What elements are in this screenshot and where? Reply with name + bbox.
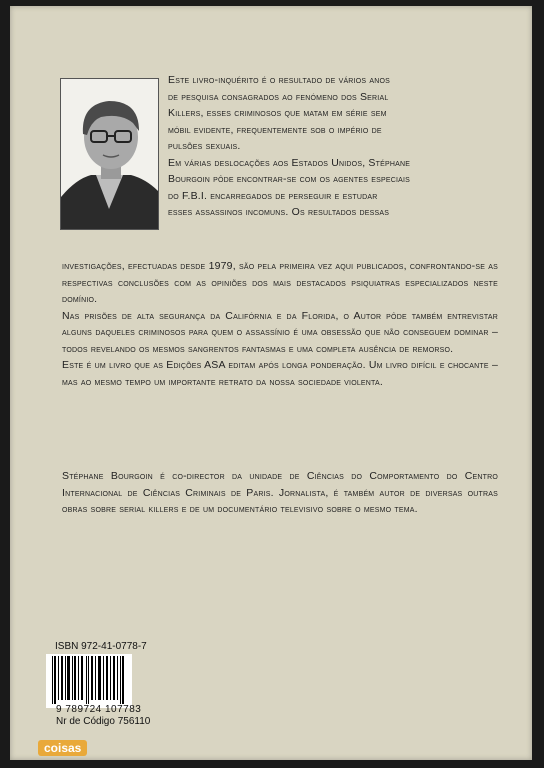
intro-line: Killers, esses criminosos que matam em série sem xyxy=(168,107,387,119)
intro-line: móbil evidente, frequentemente sob o império de xyxy=(168,123,382,136)
intro-line: esses assassinos incomuns. Os resultados dessas xyxy=(168,206,390,218)
intro-paragraph xyxy=(168,72,498,221)
author-photo xyxy=(60,78,159,230)
body-paragraph-publisher: Este é um livro que as Edições ASA editam após longa ponderação. Um livro difícil e chocante – mas ao mesmo tempo um importante retrato da nossa sociedade violenta. xyxy=(62,359,498,388)
barcode-number: 9 789724 107783 xyxy=(56,704,142,715)
body-text xyxy=(62,258,498,390)
author-portrait-illustration xyxy=(61,79,158,229)
intro-line: do F.B.I. encarregados de perseguir e estudar xyxy=(168,189,378,202)
book-back-cover xyxy=(10,6,532,760)
intro-line: Em várias deslocações aos Estados Unidos, Stéphane xyxy=(168,156,411,169)
author-bio-text: Stéphane Bourgoin é co-director da unidade de Ciências do Comportamento do Centro Internacional de Ciências Criminais de Paris. Jornalista, é também autor de diversas outras obras sobre serial killers e de um documentário televisivo sobre o mesmo tema. xyxy=(62,470,498,515)
intro-line: Bourgoin pôde encontrar-se com os agentes especiais xyxy=(168,173,411,185)
body-paragraph-prisons: Nas prisões de alta segurança da Califórnia e da Florida, o Autor pôde também entrevistar alguns daqueles criminosos para quem o assassínio é uma obsessão que não conseguem dominar – todos revelando os mesmos sangrentos fantasmas e uma completa ausência de remorso. xyxy=(62,309,498,355)
isbn-label: ISBN 972-41-0778-7 xyxy=(55,641,147,652)
author-bio xyxy=(62,468,498,518)
barcode xyxy=(46,654,132,708)
intro-line: Este livro-inquérito é o resultado de vários anos xyxy=(168,74,390,86)
intro-line: de pesquisa consagrados ao fenómeno dos Serial xyxy=(168,90,389,103)
intro-line: pulsões sexuais. xyxy=(168,140,241,152)
barcode-bars xyxy=(46,654,132,708)
product-code: Nr de Código 756110 xyxy=(56,716,151,727)
body-paragraph-investigations: investigações, efectuadas desde 1979, são pela primeira vez aqui publicados, confrontando-se as respectivas conclusões com as opiniões dos mais destacados psiquiatras especializados neste domínio. xyxy=(62,260,498,305)
coisas-watermark-logo: coisas xyxy=(38,740,87,756)
